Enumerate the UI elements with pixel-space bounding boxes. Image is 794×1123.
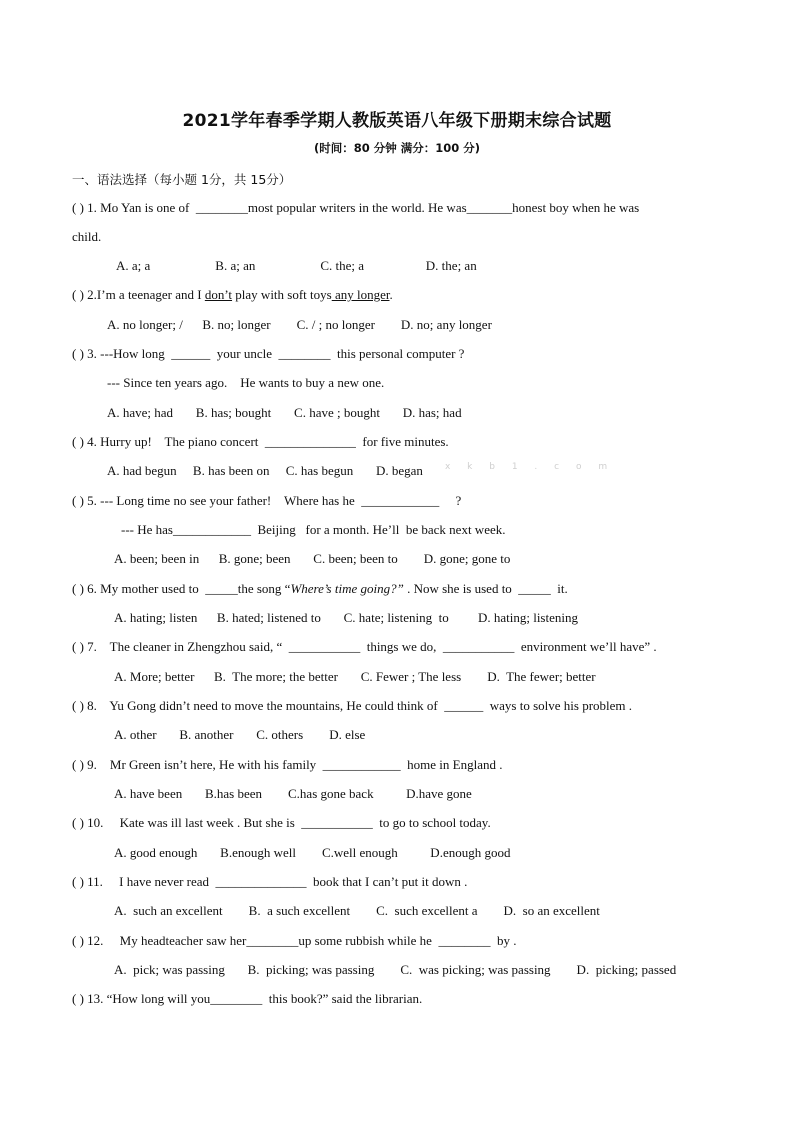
question-1-options: A. a; a B. a; an C. the; a D. the; an	[116, 258, 477, 273]
question-4-stem: ( ) 4. Hurry up! The piano concert ______________ for five minutes.	[72, 434, 449, 449]
question-1-stem-cont: child.	[72, 229, 102, 244]
question-11-options: A. such an excellent B. a such excellent C. such excellent a D. so an excellent	[114, 903, 600, 918]
question-2-options: A. no longer; / B. no; longer C. / ; no longer D. no; any longer	[107, 317, 492, 332]
question-1-stem: ( ) 1. Mo Yan is one of ________most popular writers in the world. He was_______honest boy when he was	[72, 200, 640, 215]
question-12-stem: ( ) 12. My headteacher saw her________up some rubbish while he ________ by .	[72, 933, 517, 948]
question-10-options: A. good enough B.enough well C.well enough D.enough good	[114, 845, 511, 860]
question-9-options: A. have been B.has been C.has gone back D.have gone	[114, 786, 472, 801]
question-6-stem: ( ) 6. My mother used to _____the song “Where’s time going?” . Now she is used to _____ it.	[72, 581, 568, 596]
question-5-dialogue: --- He has____________ Beijing for a month. He’ll be back next week.	[121, 522, 506, 537]
section-heading: 一、语法选择（每小题 1分，共 15分）	[72, 172, 292, 187]
page-title: 2021学年春季学期人教版英语八年级下册期末综合试题	[182, 111, 612, 131]
question-12-options: A. pick; was passing B. picking; was passing C. was picking; was passing D. picking; passed	[114, 962, 677, 977]
question-6-options: A. hating; listen B. hated; listened to C. hate; listening to D. hating; listening	[114, 610, 578, 625]
question-13-stem: ( ) 13. “How long will you________ this book?” said the librarian.	[72, 991, 423, 1006]
question-5-stem: ( ) 5. --- Long time no see your father! Where has he ____________ ?	[72, 493, 462, 508]
question-10-stem: ( ) 10. Kate was ill last week . But she is ___________ to go to school today.	[72, 815, 491, 830]
question-3-stem: ( ) 3. ---How long ______ your uncle ________ this personal computer ?	[72, 346, 465, 361]
underlined-phrase: any longer	[331, 287, 390, 302]
question-4-options: A. had begun B. has been on C. has begun D. began	[107, 463, 423, 478]
watermark: x k b 1 . c o m	[445, 462, 615, 472]
question-8-options: A. other B. another C. others D. else	[114, 727, 366, 742]
song-title: Where’s time going?”	[290, 581, 404, 596]
question-5-options: A. been; been in B. gone; been C. been; been to D. gone; gone to	[114, 551, 511, 566]
question-2-stem: ( ) 2.I’m a teenager and I don’t play with soft toys any longer.	[72, 287, 393, 302]
question-3-options: A. have; had B. has; bought C. have ; bought D. has; had	[107, 405, 462, 420]
question-8-stem: ( ) 8. Yu Gong didn’t need to move the mountains, He could think of ______ ways to solve his problem .	[72, 698, 633, 713]
question-7-stem: ( ) 7. The cleaner in Zhengzhou said, “ ___________ things we do, ___________ environment we’ll have” .	[72, 639, 657, 654]
exam-info: (时间：80 分钟 满分：100 分)	[313, 141, 481, 155]
question-9-stem: ( ) 9. Mr Green isn’t here, He with his family ____________ home in England .	[72, 757, 503, 772]
underlined-word: don’t	[204, 287, 233, 302]
question-11-stem: ( ) 11. I have never read ______________ book that I can’t put it down .	[72, 874, 468, 889]
question-3-dialogue: --- Since ten years ago. He wants to buy a new one.	[107, 375, 385, 390]
question-7-options: A. More; better B. The more; the better C. Fewer ; The less D. The fewer; better	[114, 669, 596, 684]
